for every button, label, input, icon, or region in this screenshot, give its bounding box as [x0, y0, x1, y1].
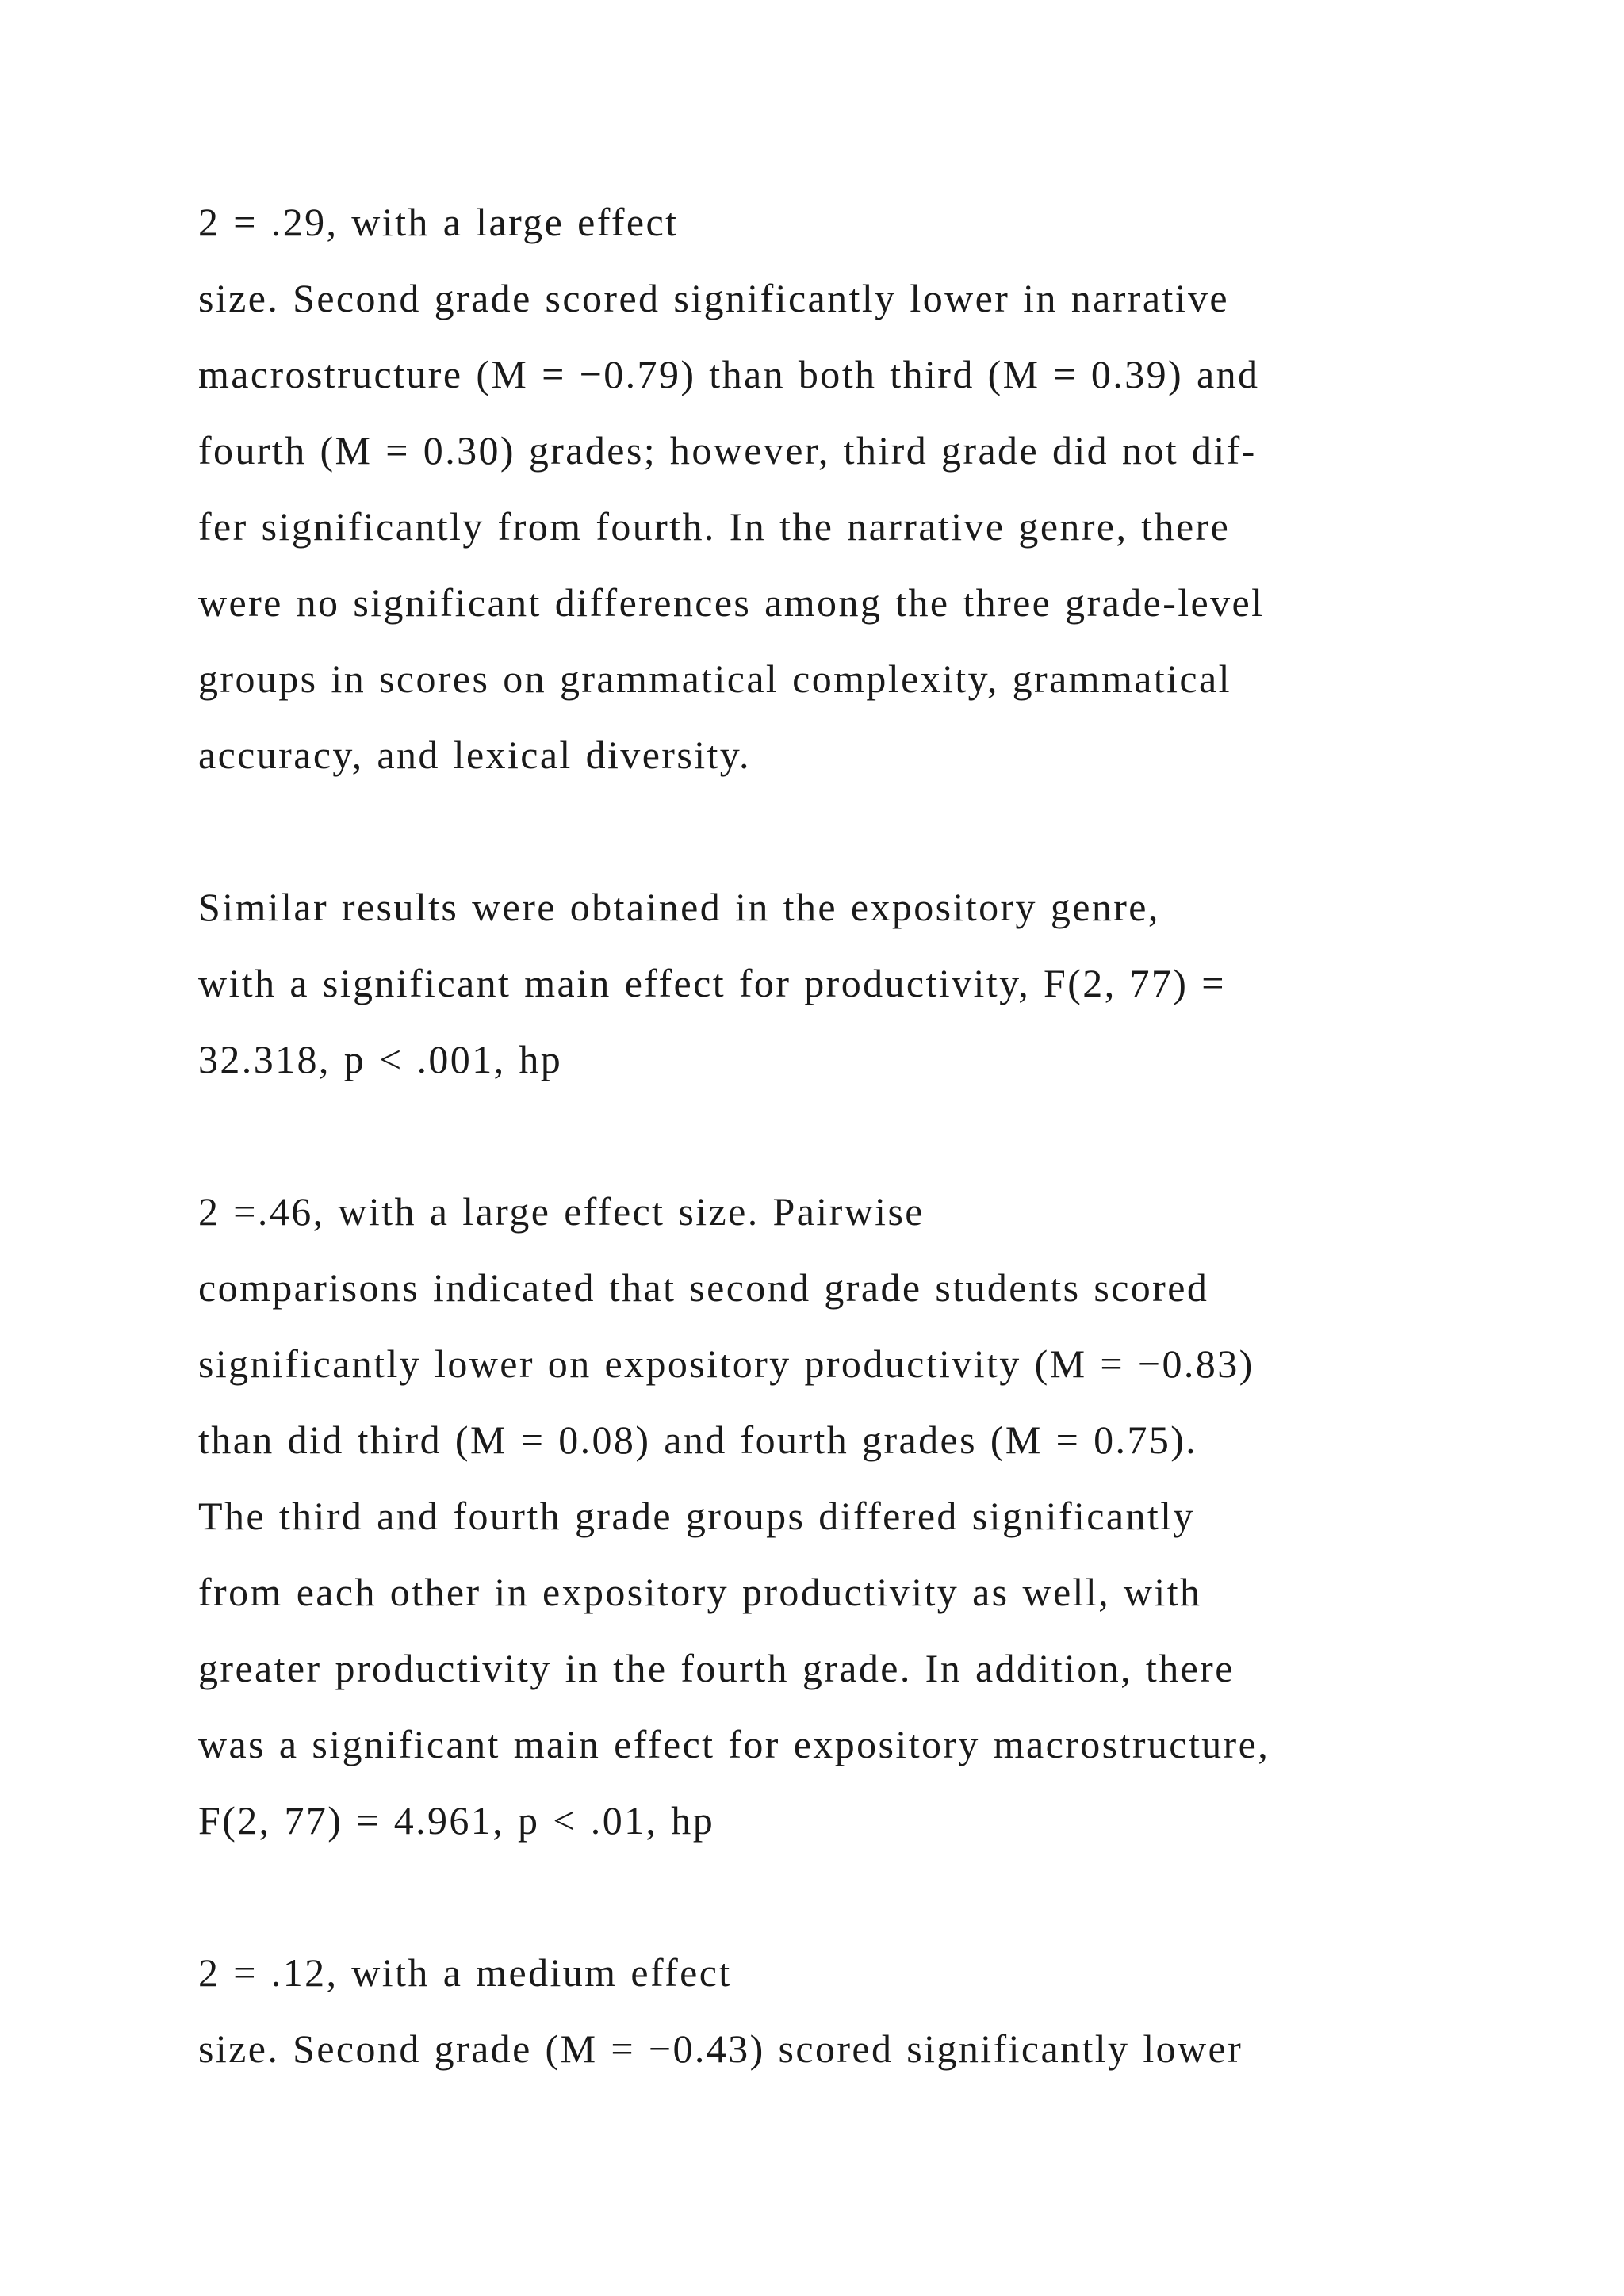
- text-line: were no significant differences among the three grade-level: [198, 580, 1265, 625]
- text-line: Similar results were obtained in the expository genre,: [198, 885, 1160, 929]
- text-line: macrostructure (M = −0.79) than both third (M = 0.39) and: [198, 352, 1260, 396]
- text-line: fer significantly from fourth. In the narrative genre, there: [198, 504, 1231, 549]
- text-line: 32.318, p < .001, hp: [198, 1037, 563, 1081]
- text-line: with a significant main effect for productivity, F(2, 77) =: [198, 961, 1226, 1005]
- text-line: fourth (M = 0.30) grades; however, third grade did not dif-: [198, 428, 1257, 473]
- text-line: The third and fourth grade groups differed significantly: [198, 1494, 1195, 1538]
- text-line: 2 = .29, with a large effect: [198, 200, 679, 244]
- text-line: was a significant main effect for expository macrostructure,: [198, 1722, 1270, 1766]
- text-line: greater productivity in the fourth grade. In addition, there: [198, 1646, 1235, 1690]
- text-line: from each other in expository productivity as well, with: [198, 1570, 1202, 1614]
- text-line: 2 =.46, with a large effect size. Pairwise: [198, 1189, 925, 1234]
- text-line: size. Second grade scored significantly lower in narrative: [198, 276, 1230, 320]
- text-line: size. Second grade (M = −0.43) scored significantly lower: [198, 2026, 1243, 2071]
- text-line: comparisons indicated that second grade students scored: [198, 1265, 1209, 1310]
- text-line: significantly lower on expository productivity (M = −0.83): [198, 1341, 1254, 1386]
- text-line: 2 = .12, with a medium effect: [198, 1950, 732, 1995]
- text-line: groups in scores on grammatical complexity, grammatical: [198, 656, 1231, 701]
- text-line: accuracy, and lexical diversity.: [198, 733, 751, 777]
- text-line: than did third (M = 0.08) and fourth grades (M = 0.75).: [198, 1418, 1198, 1462]
- text-line: F(2, 77) = 4.961, p < .01, hp: [198, 1798, 715, 1843]
